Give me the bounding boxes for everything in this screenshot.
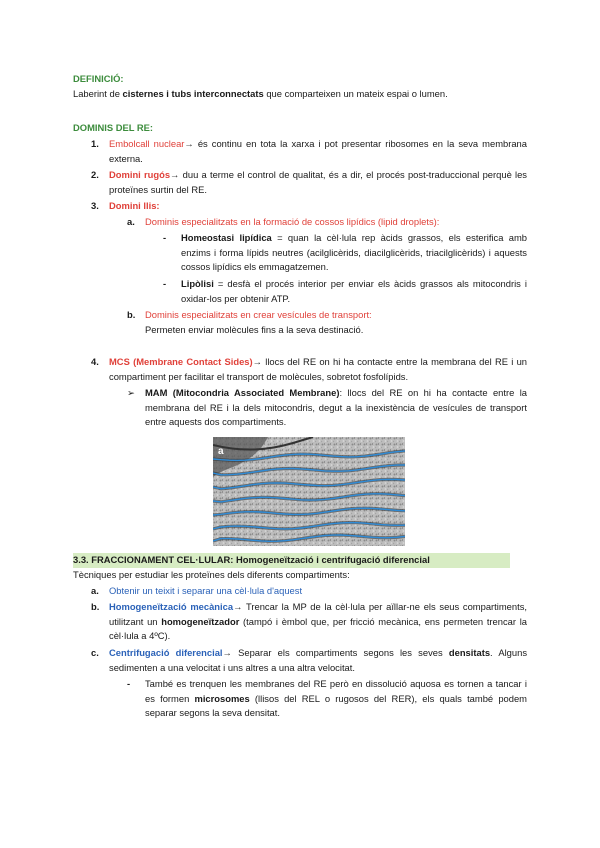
subitem-vesicules-text: Permeten enviar molècules fins a la seva destinació. (145, 324, 364, 335)
item-mcs: MCS (Membrane Contact Sides)→ llocs del RE on hi ha contacte entre la membrana del RE i un compartiment per facilitar el transport de molècules, sobretot fosfolípids. (109, 356, 527, 382)
item-letter: a. (91, 585, 99, 596)
subitem-mam: MAM (Mitocondria Associated Membrane): llocs del RE on hi ha contacte entre la membrana del RE i la dels mitocondris, degut a la inexistència de vesícules de transport entre aquests dos compartiments. (145, 387, 527, 428)
subitem-lipid-droplets: Dominis especialitzats en la formació de cossos lipídics (lipid droplets): (145, 216, 440, 227)
item-number: 3. (91, 200, 99, 211)
micrograph-label: a (218, 446, 224, 457)
definicio-text: Laberint de cisternes i tubs interconnectats que comparteixen un mateix espai o lumen. (73, 88, 448, 99)
item-letter: b. (91, 601, 100, 612)
arrow-bullet-icon: ➢ (127, 387, 135, 398)
section-intro: Tècniques per estudiar les proteïnes dels diferents compartiments: (73, 569, 350, 580)
bullet-microsomes: També es trenquen les membranes del RE però en dissolució aquosa es tornen a tancar i es formen microsomes (llisos del REL o rugosos del RER), els quals també podem separar segons la seva densitat. (145, 678, 527, 719)
item-number: 1. (91, 138, 99, 149)
subitem-letter: a. (127, 216, 135, 227)
micrograph-image (213, 437, 405, 546)
item-homogeneitzacio: Homogeneïtzació mecànica→ Trencar la MP de la cèl·lula per aïllar-ne els seus compartiments, utilitzant un homogeneïtzador (tampó i èmbol que, per fricció mecànica, ens permeten trencar la cèl·lula a 4ºC). (109, 601, 527, 642)
item-number: 4. (91, 356, 99, 367)
item-centrifugacio: Centrifugació diferencial→ Separar els compartiments segons les seves densitats. Alguns sedimenten a una velocitat i uns altres a una altra velocitat. (109, 647, 528, 673)
bullet-homeostasi: Homeostasi lipídica = quan la cèl·lula rep àcids grassos, els esterifica amb enzims i forma lípids neutres (acilglicèrids, diacilglicèrids, triacilglicèrids) i aquests cossos lipídics els emmagatzemen. (181, 232, 528, 273)
subitem-vesicules: Dominis especialitzats en crear vesícules de transport: (145, 309, 372, 320)
dominis-heading: DOMINIS DEL RE: (73, 122, 154, 133)
bullet-lipolisi: Lipòlisi = desfà el procés interior per enviar els àcids grassos als mitocondris i oxidar-los per obtenir ATP. (181, 278, 527, 304)
item-number: 2. (91, 169, 99, 180)
bullet-dash: - (127, 678, 131, 689)
subitem-letter: b. (127, 309, 136, 320)
item-obtenir-teixit: Obtenir un teixit i separar una cèl·lula d'aquest (109, 585, 303, 596)
item-embolcall-nuclear: Embolcall nuclear→ és continu en tota la xarxa i pot presentar ribosomes en la seva membrana externa. (109, 138, 527, 164)
item-domini-rugos: Domini rugós→ duu a terme el control de qualitat, és a dir, el procés post-traduccional perquè les proteïnes surtin del RE. (109, 169, 527, 195)
item-domini-llis: Domini llis: (109, 200, 160, 211)
definicio-heading: DEFINICIÓ: (73, 73, 124, 84)
bullet-dash: - (163, 232, 167, 243)
item-letter: c. (91, 647, 99, 658)
section-heading: 3.3. FRACCIONAMENT CEL·LULAR: Homogeneïtzació i centrifugació diferencial (73, 553, 510, 568)
er-micrograph (213, 437, 405, 546)
bullet-dash: - (163, 278, 167, 289)
